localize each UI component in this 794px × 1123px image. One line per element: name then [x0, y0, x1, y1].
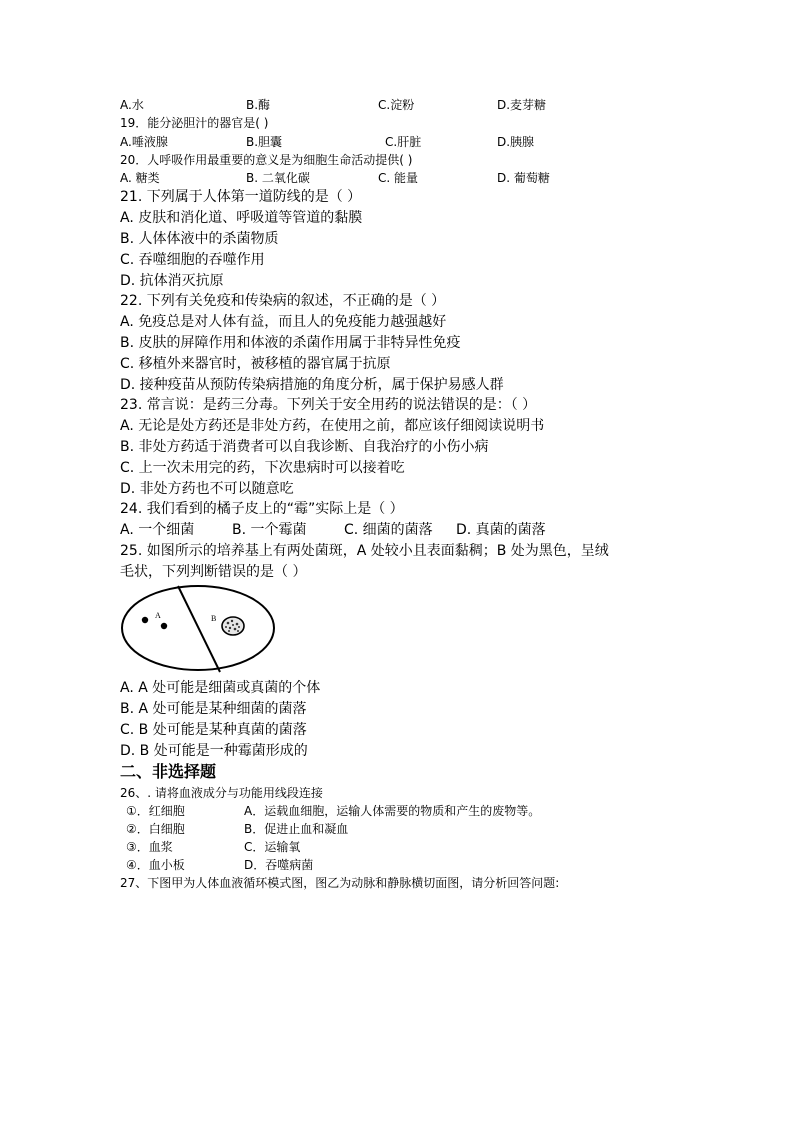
colony-a-dot-2: [161, 623, 167, 629]
q26-left-2: ②．白细胞: [126, 822, 185, 836]
q23-option-b: B. 非处方药适于消费者可以自我诊断、自我治疗的小伤小病: [120, 439, 489, 455]
q25-stem-line1: 25. 如图所示的培养基上有两处菌斑，A 处较小且表面黏稠；B 处为黑色，呈绒: [120, 543, 609, 559]
q25-option-d: D. B 处可能是一种霉菌形成的: [120, 743, 308, 759]
q24-option-b: B. 一个霉菌: [232, 522, 307, 538]
q22-stem: 22. 下列有关免疫和传染病的叙述，不正确的是（ ）: [120, 293, 446, 309]
q24-option-a: A. 一个细菌: [120, 522, 195, 538]
q25-option-a: A. A 处可能是细菌或真菌的个体: [120, 680, 321, 696]
q27-stem: 27、下图甲为人体血液循环模式图，图乙为动脉和静脉横切面图，请分析回答问题:: [120, 876, 560, 890]
q25-stem-line2: 毛状，下列判断错误的是（ ）: [120, 564, 307, 580]
q20-stem: 20．人呼吸作用最重要的意义是为细胞生命活动提供( ): [120, 153, 413, 167]
q21-option-b: B. 人体体液中的杀菌物质: [120, 231, 279, 247]
q26-left-1: ①．红细胞: [126, 804, 185, 818]
q20-option-c: C. 能量: [378, 171, 419, 185]
q23-option-c: C. 上一次未用完的药，下次患病时可以接着吃: [120, 460, 405, 476]
q20-option-a: A. 糖类: [120, 171, 160, 185]
q26-left-3: ③．血浆: [126, 840, 173, 854]
q22-option-a: A. 免疫总是对人体有益，而且人的免疫能力越强越好: [120, 314, 447, 330]
q23-option-a: A. 无论是处方药还是非处方药，在使用之前，都应该仔细阅读说明书: [120, 418, 545, 434]
q19-option-d: D.胰腺: [497, 135, 535, 149]
label-b: B: [211, 614, 217, 623]
q25-option-b: B. A 处可能是某种细菌的菌落: [120, 701, 307, 717]
colony-a-dot-1: [142, 617, 148, 623]
q19-option-c: C.肝脏: [385, 135, 422, 149]
q21-option-d: D. 抗体消灭抗原: [120, 273, 224, 289]
q22-option-d: D. 接种疫苗从预防传染病措施的角度分析，属于保护易感人群: [120, 377, 504, 393]
q19-stem: 19．能分泌胆汁的器官是( ): [120, 116, 269, 130]
q18-option-a: A.水: [120, 98, 144, 112]
q26-right-a: A．运载血细胞，运输人体需要的物质和产生的废物等。: [244, 804, 541, 818]
q21-option-a: A. 皮肤和消化道、呼吸道等管道的黏膜: [120, 210, 363, 226]
q26-right-d: D．吞噬病菌: [244, 858, 314, 872]
q25-option-c: C. B 处可能是某种真菌的菌落: [120, 722, 307, 738]
label-a: A: [155, 611, 161, 620]
petri-dish-figure: [120, 582, 280, 678]
q18-option-b: B.酶: [246, 98, 271, 112]
q23-option-d: D. 非处方药也不可以随意吃: [120, 481, 294, 497]
q26-left-4: ④．血小板: [126, 858, 185, 872]
q19-option-b: B.胆囊: [246, 135, 283, 149]
section-two-title: 二、非选择题: [120, 762, 217, 781]
q21-stem: 21. 下列属于人体第一道防线的是（ ）: [120, 189, 362, 205]
q20-option-d: D. 葡萄糖: [497, 171, 550, 185]
q23-stem: 23. 常言说：是药三分毒。下列关于安全用药的说法错误的是：（ ）: [120, 397, 537, 413]
q18-option-c: C.淀粉: [378, 98, 415, 112]
q22-option-c: C. 移植外来器官时，被移植的器官属于抗原: [120, 356, 391, 372]
q26-right-b: B．促进止血和凝血: [244, 822, 349, 836]
dish-divider-line: [178, 586, 220, 672]
q24-stem: 24. 我们看到的橘子皮上的“霉”实际上是（ ）: [120, 501, 404, 517]
q21-option-c: C. 吞噬细胞的吞噬作用: [120, 252, 265, 268]
q24-option-c: C. 细菌的菌落: [344, 522, 433, 538]
q19-option-a: A.唾液腺: [120, 135, 168, 149]
q26-stem: 26、. 请将血液成分与功能用线段连接: [120, 786, 323, 800]
q20-option-b: B. 二氧化碳: [246, 171, 310, 185]
q24-option-d: D. 真菌的菌落: [456, 522, 546, 538]
q22-option-b: B. 皮肤的屏障作用和体液的杀菌作用属于非特异性免疫: [120, 335, 461, 351]
q26-right-c: C．运输氧: [244, 840, 301, 854]
q18-option-d: D.麦芽糖: [497, 98, 547, 112]
